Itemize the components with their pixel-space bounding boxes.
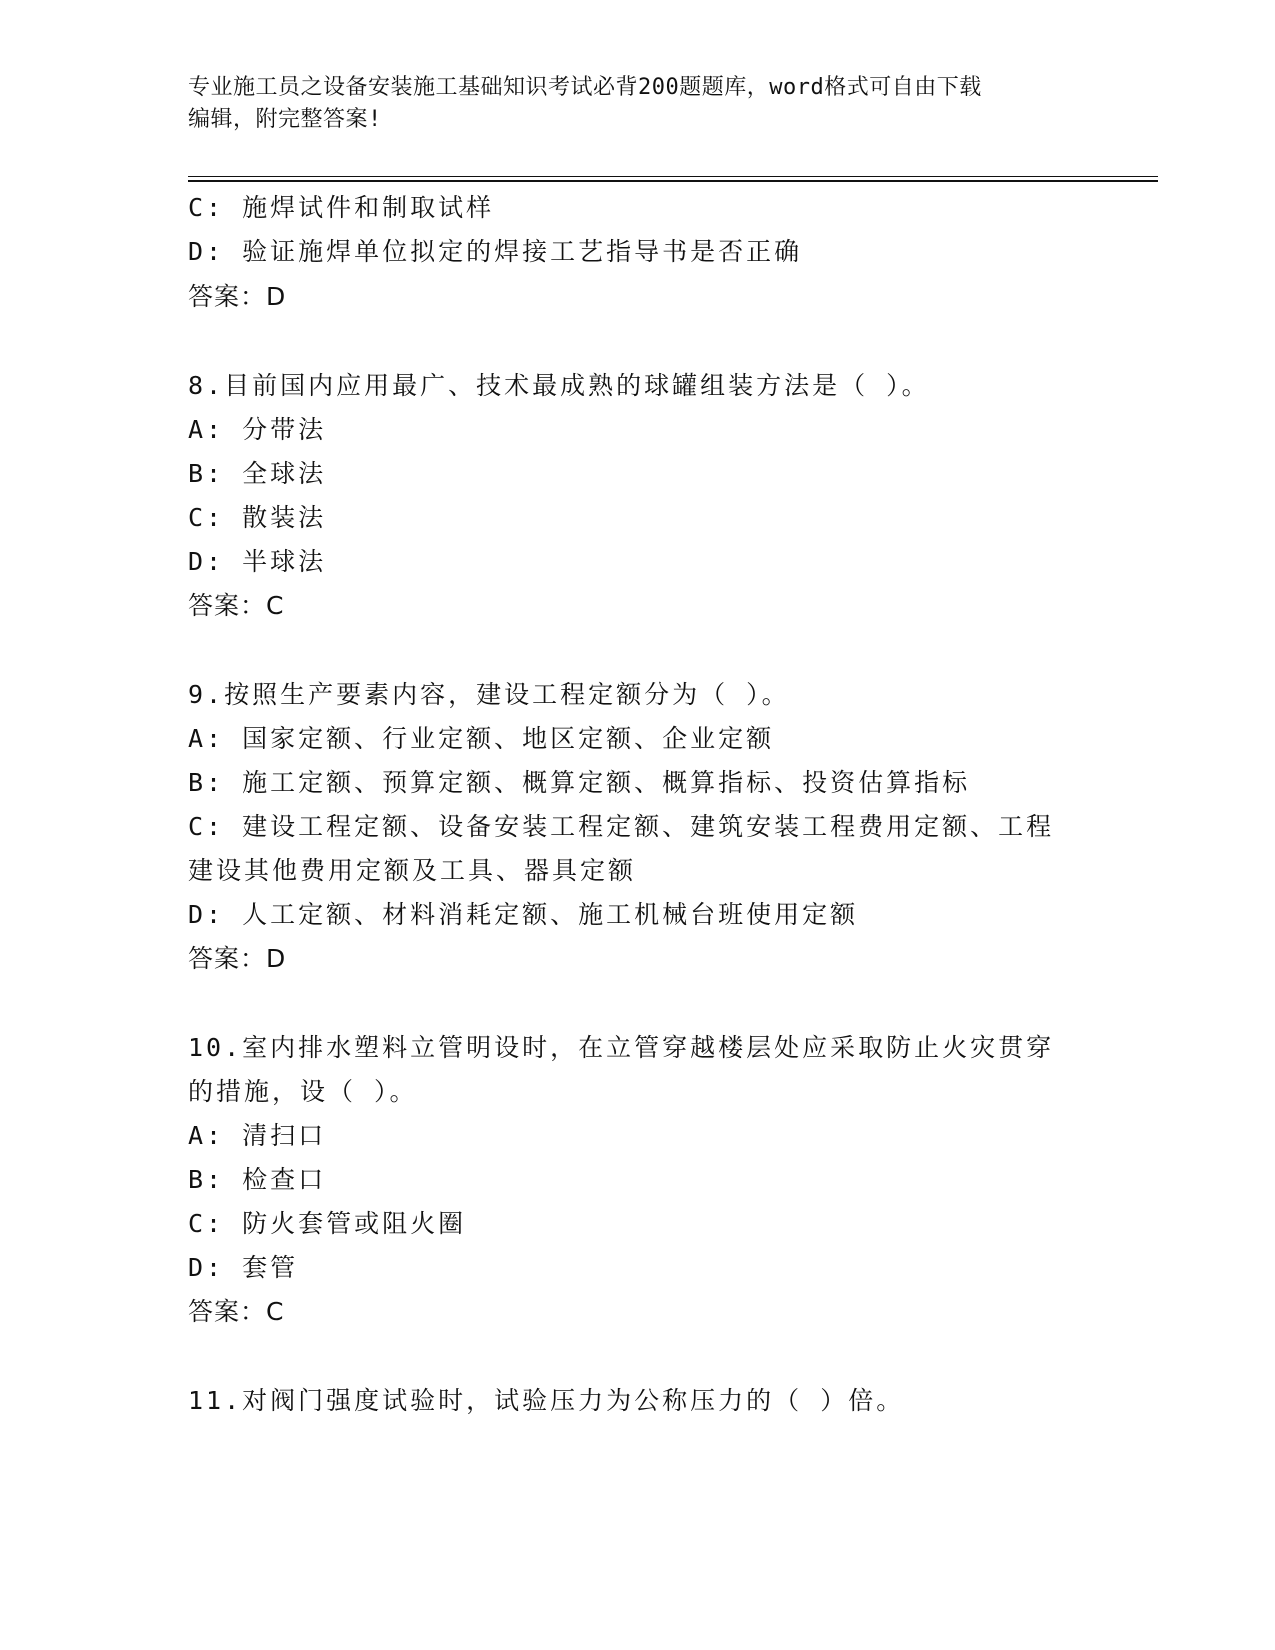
answer-line: 答案：D xyxy=(188,282,287,311)
option-line: A: 分带法 xyxy=(188,415,327,444)
option-line: C: 防火套管或阻火圈 xyxy=(188,1209,467,1238)
option-line: B: 检查口 xyxy=(188,1165,327,1194)
question-line: 11.对阀门强度试验时，试验压力为公称压力的（ ）倍。 xyxy=(188,1386,905,1415)
header-line-2: 编辑，附完整答案! xyxy=(188,107,382,132)
header-rule-thin xyxy=(188,176,1158,177)
option-line: B: 全球法 xyxy=(188,459,327,488)
question-line: 9.按照生产要素内容，建设工程定额分为（ ）。 xyxy=(188,680,790,709)
answer-line: 答案：C xyxy=(188,1297,285,1326)
document-header xyxy=(188,72,1088,136)
question-line-continued: 的措施，设（ ）。 xyxy=(188,1077,418,1106)
question-line: 10.室内排水塑料立管明设时，在立管穿越楼层处应采取防止火灾贯穿 xyxy=(188,1033,1055,1062)
option-line: A: 国家定额、行业定额、地区定额、企业定额 xyxy=(188,724,775,753)
answer-line: 答案：D xyxy=(188,944,287,973)
header-rule-thick xyxy=(188,180,1158,182)
option-line: B: 施工定额、预算定额、概算定额、概算指标、投资估算指标 xyxy=(188,768,971,797)
header-line-1: 专业施工员之设备安装施工基础知识考试必背200题题库，word格式可自由下载 xyxy=(188,75,982,100)
answer-line: 答案：C xyxy=(188,591,285,620)
option-line: D: 人工定额、材料消耗定额、施工机械台班使用定额 xyxy=(188,900,859,929)
question-line: 8.目前国内应用最广、技术最成熟的球罐组装方法是（ ）。 xyxy=(188,371,930,400)
option-line-continued: 建设其他费用定额及工具、器具定额 xyxy=(188,856,637,885)
option-line: C: 散装法 xyxy=(188,503,327,532)
option-line: C: 建设工程定额、设备安装工程定额、建筑安装工程费用定额、工程 xyxy=(188,812,1055,841)
option-line: C: 施焊试件和制取试样 xyxy=(188,193,495,222)
option-line: D: 半球法 xyxy=(188,547,327,576)
option-line: D: 套管 xyxy=(188,1253,299,1282)
option-line: D: 验证施焊单位拟定的焊接工艺指导书是否正确 xyxy=(188,237,803,266)
option-line: A: 清扫口 xyxy=(188,1121,327,1150)
